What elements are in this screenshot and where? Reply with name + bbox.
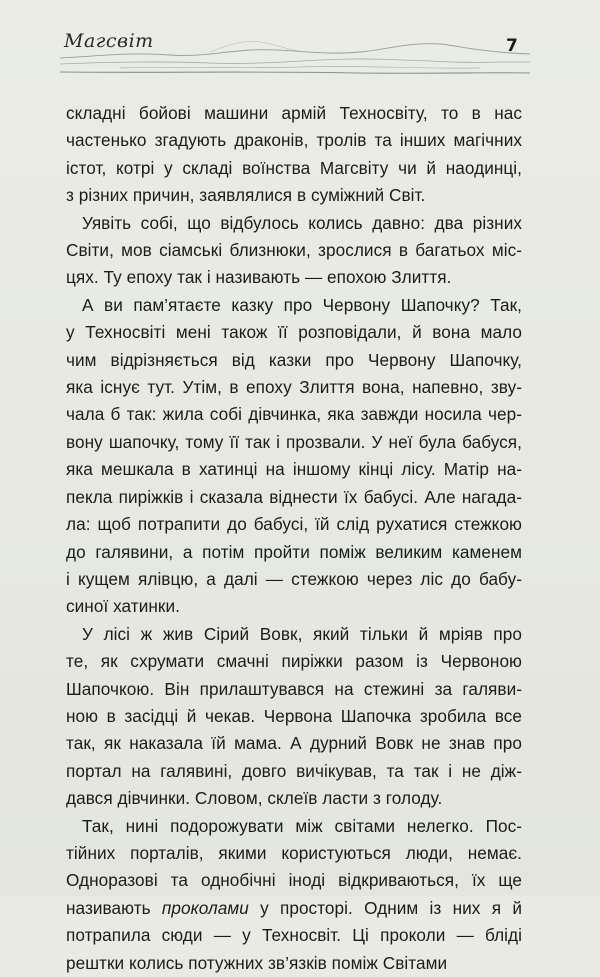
text-fragment: називають (66, 897, 162, 918)
text-line: до галявини, а потім пройти поміж великим каменем (66, 541, 522, 562)
text-line: А ви пам’ятаєте казку про Червону Шапочку? Так, (82, 294, 522, 315)
text-line: Одноразові та однобічні іноді відкриваються, їх ще (66, 870, 522, 891)
text-line: у Техносвіті мені також її розповідали, й вона мало (66, 322, 522, 343)
text-line: вону шапочку, тому її так і прозвали. У неї була бабуся, (66, 431, 522, 452)
text-line: Так, нині подорожувати між світами нелегко. Пос- (82, 815, 522, 836)
text-line: істот, котрі у складі воїнства Магсвіту чи й наодинці, (66, 157, 522, 178)
text-line: Уявіть собі, що відбулось колись давно: два різних (82, 212, 522, 233)
text-line: яка існує тут. Утім, в епоху Злиття вона, напевно, зву- (66, 377, 522, 398)
running-title: Магсвіт (64, 30, 154, 52)
text-line: пекла пиріжків і сказала віднести їх бабусі. Але нагада- (66, 486, 522, 507)
text-line: потрапила сюди — у Техносвіт. Ці проколи — бліді (66, 925, 522, 946)
text-line: цях. Ту епоху так і називають — епохою Злиття. (66, 267, 452, 288)
body-text (66, 100, 522, 977)
text-line: ною в засідці й чекав. Червона Шапочка зробила все (66, 705, 522, 726)
text-line: дався дівчинки. Словом, склеїв ласти з голоду. (66, 788, 443, 809)
text-line: яка мешкала в хатинці на іншому кінці лісу. Матір на- (66, 459, 522, 480)
text-line: синої хатинки. (66, 596, 180, 617)
text-line: чала б так: жила собі дівчинка, яка завжди носила чер- (66, 404, 522, 425)
text-line (66, 895, 522, 922)
text-line: портал на галявині, довго вичікував, та так і не діж- (66, 760, 522, 781)
text-line: рештки колись потужних зв’язків поміж Світами (66, 952, 448, 973)
text-fragment: у просторі. Одним із них я й (248, 897, 522, 918)
text-line: складні бойові машини армій Техносвіту, то в нас (66, 103, 522, 123)
text-line: те, як схрумати смачні пиріжки разом із Червоною (66, 651, 522, 672)
text-line: Світи, мов сіамські близнюки, зрослися в багатьох міс- (66, 240, 522, 261)
page-header (0, 0, 600, 90)
italic-term: проколами (161, 897, 249, 918)
text-line: частенько згадують драконів, тролів та інших магічних (66, 130, 522, 151)
text-line: чим відрізняється від казки про Червону Шапочку, (66, 349, 522, 370)
text-line: і кущем ялівцю, а далі — стежкою через ліс до бабу- (66, 568, 522, 589)
text-line: Шапочкою. Він прилаштувався на стежині за галяви- (66, 678, 522, 699)
text-line: У лісі ж жив Сірий Вовк, який тільки й мріяв про (82, 623, 522, 644)
page-number: 7 (506, 36, 518, 56)
text-line: тійних порталів, якими користуються люди, немає. (66, 842, 522, 863)
text-line: так, як наказала їй мама. А дурний Вовк не знав про (66, 733, 522, 754)
text-line: ла: щоб потрапити до бабусі, їй слід рухатися стежкою (66, 514, 522, 535)
text-line: з різних причин, заявлялися в суміжний Світ. (66, 185, 426, 206)
